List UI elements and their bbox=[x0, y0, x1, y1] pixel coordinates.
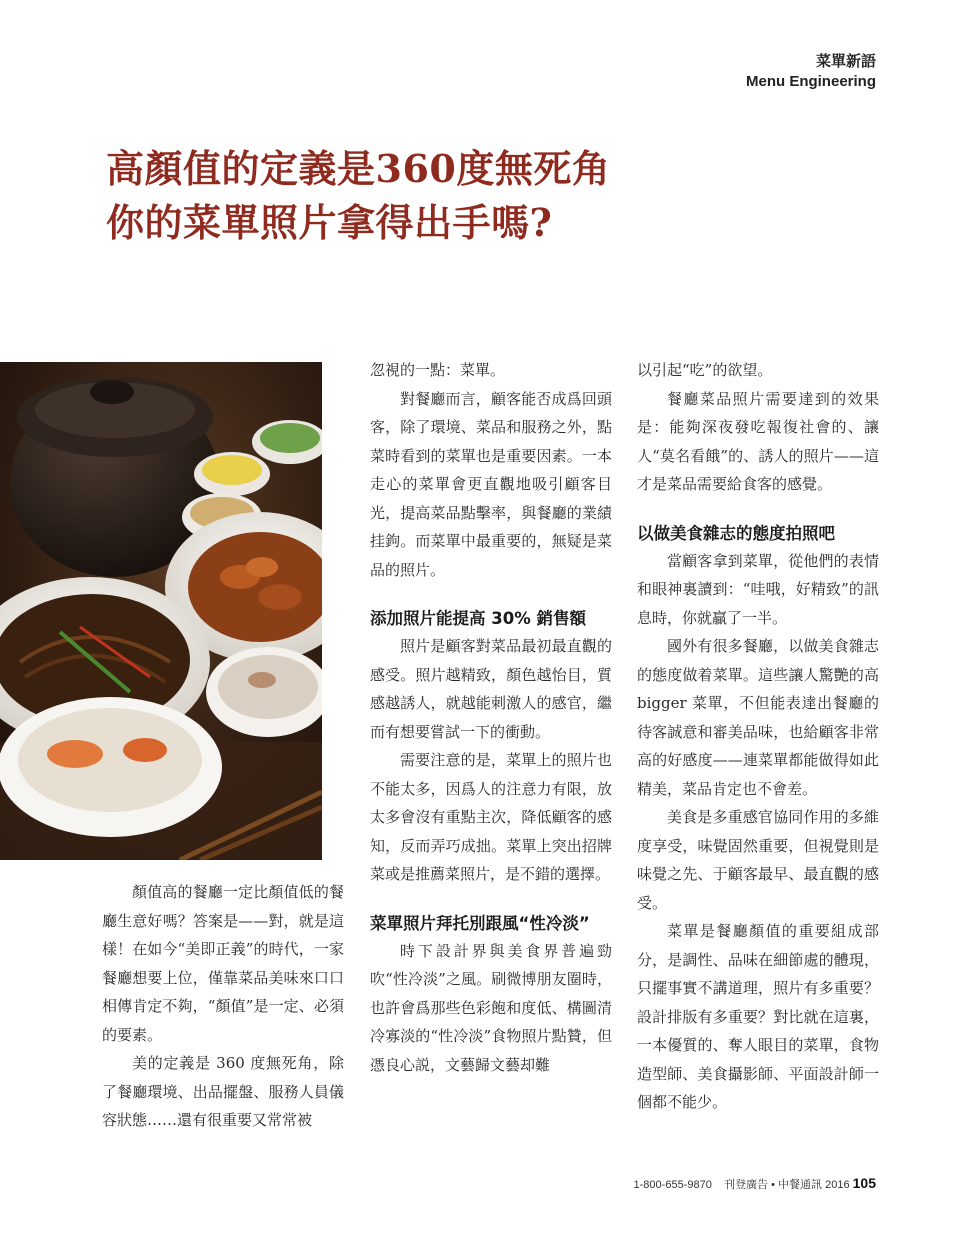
column-1 bbox=[102, 878, 344, 1135]
article-title-line-1: 高顏值的定義是360度無死角 bbox=[106, 146, 611, 191]
paragraph: 美的定義是 360 度無死角，除了餐廳環境、出品擺盤、服務人員儀容狀態……還有很重要又常常被 bbox=[102, 1054, 344, 1129]
subheading: 菜單照片拜托別跟風“性冷淡” bbox=[370, 913, 590, 933]
article-title bbox=[106, 142, 866, 250]
page-footer bbox=[634, 1175, 876, 1192]
paragraph: 時下設計界與美食界普遍勁吹“性冷淡”之風。刷微博朋友圈時，也許會爲那些色彩飽和度低、構圖清冷寡淡的“性冷淡”食物照片點贊，但憑良心説，文藝歸文藝却難 bbox=[370, 941, 612, 1074]
section-title-zh: 菜單新語 bbox=[815, 52, 876, 70]
paragraph: 菜單是餐廳顏值的重要組成部分，是調性、品味在細節處的體現，只擺事實不講道理，照片有多重要？設計排版有多重要？對比就在這裏，一本優質的、奪人眼目的菜單，食物造型師、美食攝影師、平面設計師一個都不能少。 bbox=[637, 922, 879, 1111]
paragraph: 對餐廳而言，顧客能否成爲回頭客，除了環境、菜品和服務之外，點菜時看到的菜單也是重要因素。一本走心的菜單會更直觀地吸引顧客目光，提高菜品點擊率，與餐廳的業績挂鉤。而菜單中最重要的，無疑是菜品的照片。 bbox=[370, 389, 612, 579]
paragraph: 餐廳菜品照片需要達到的效果是：能夠深夜發吃報復社會的、讓人“莫名看餓”的、誘人的照片——這才是菜品需要給食客的感覺。 bbox=[637, 389, 879, 493]
column-3 bbox=[637, 356, 879, 1117]
paragraph: 當顧客拿到菜單，從他們的表情和眼神裏讀到：“哇哦，好精致”的訊息時，你就贏了一半。 bbox=[637, 551, 879, 627]
subheading: 添加照片能提高 30% 銷售額 bbox=[370, 609, 586, 628]
section-title-en: Menu Engineering bbox=[745, 73, 876, 90]
column-2 bbox=[370, 356, 612, 1079]
paragraph: 顏值高的餐廳一定比顏值低的餐廳生意好嗎？答案是——對，就是這樣！在如今“美即正義”的時代，一家餐廳想要上位，僅靠菜品美味來口口相傳肯定不夠，“顏值”是一定、必須的要素。 bbox=[102, 883, 344, 1044]
footer-ad-text: 刊登廣告 • 中餐通訊 2016 bbox=[724, 1179, 850, 1191]
paragraph: 照片是顧客對菜品最初最直觀的感受。照片越精致，顏色越怡目，質感越誘人，就越能刺激人的感官，繼而有想要嘗試一下的衝動。 bbox=[370, 637, 612, 741]
article-title-line-2: 你的菜單照片拿得出手嗎? bbox=[106, 200, 553, 245]
paragraph: 國外有很多餐廳，以做美食雜志的態度做着菜單。這些讓人驚艷的高 bigger 菜單，不但能表達出餐廳的待客誠意和審美品味，也給顧客非常高的好感度——連菜單都能做得如此精美，菜品肯定也不會差。 bbox=[637, 637, 879, 798]
footer-phone: 1-800-655-9870 bbox=[633, 1179, 712, 1191]
paragraph: 忽視的一點：菜單。 bbox=[370, 361, 506, 379]
food-photo bbox=[0, 362, 322, 860]
paragraph: 美食是多重感官協同作用的多維度享受，味覺固然重要，但視覺則是味覺之先、于顧客最早、最直觀的感受。 bbox=[637, 808, 879, 912]
subheading: 以做美食雜志的態度拍照吧 bbox=[637, 523, 835, 543]
paragraph: 需要注意的是，菜單上的照片也不能太多，因爲人的注意力有限，放太多會沒有重點主次，降低顧客的感知，反而弄巧成拙。菜單上突出招牌菜或是推薦菜照片，是不錯的選擇。 bbox=[370, 751, 612, 883]
paragraph: 以引起“吃”的欲望。 bbox=[637, 361, 773, 379]
page-number: 105 bbox=[852, 1175, 876, 1191]
